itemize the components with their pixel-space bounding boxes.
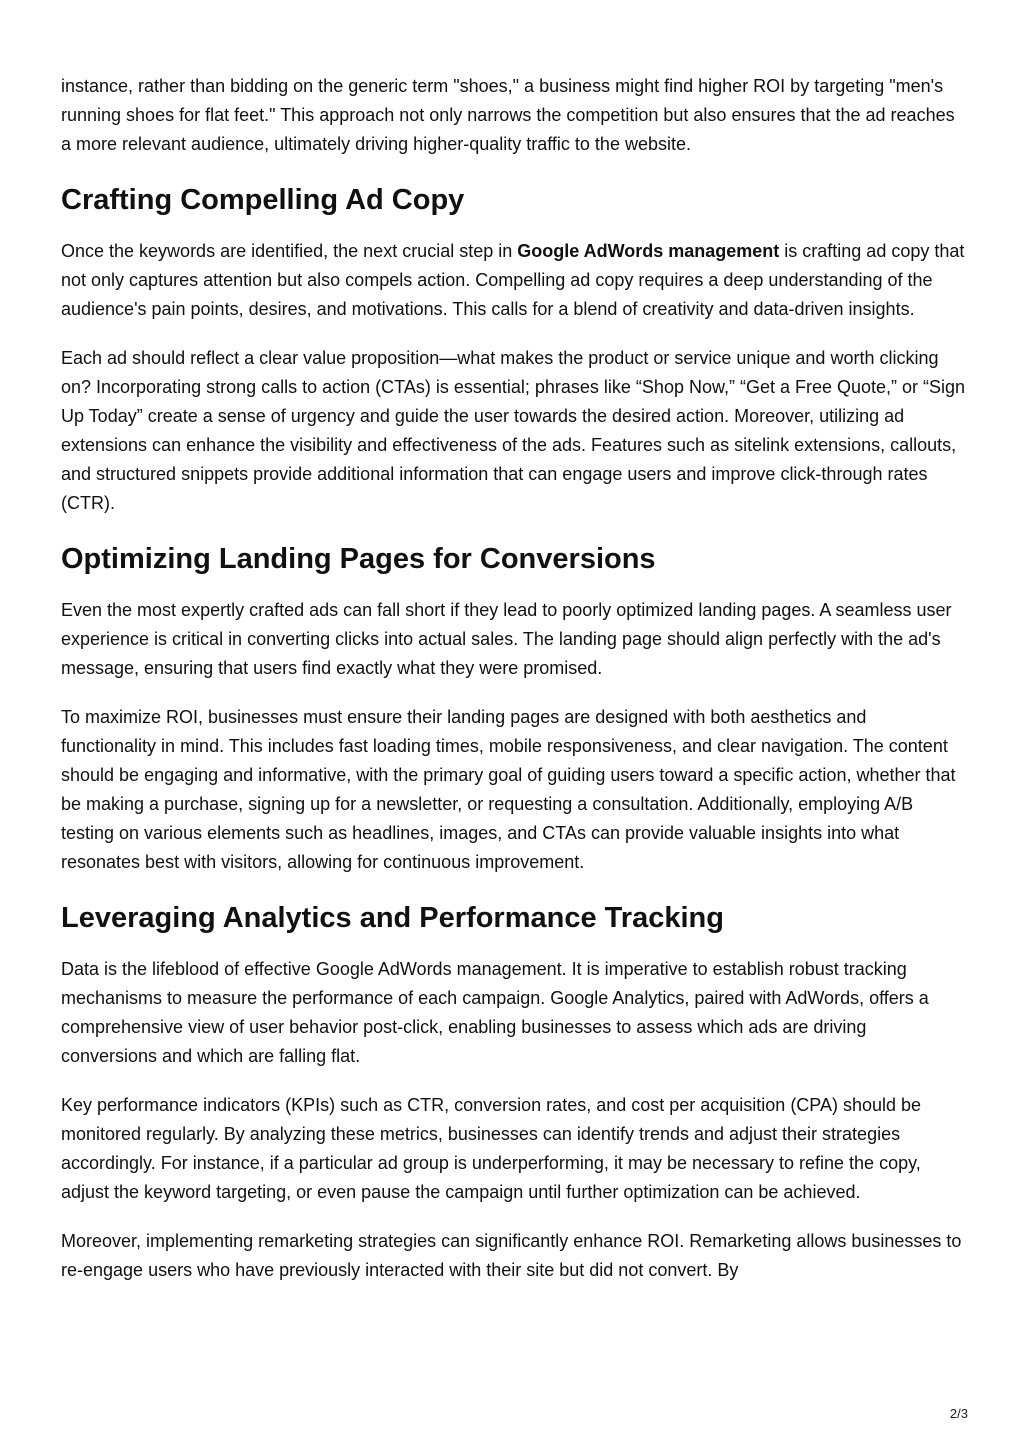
heading-ad-copy: Crafting Compelling Ad Copy [61,184,465,216]
page-number: 2/3 [949,1406,968,1421]
ad-copy-paragraph-1 [61,237,966,324]
ad-copy-text-before: Once the keywords are identified, the next crucial step in [61,241,518,261]
intro-paragraph: instance, rather than bidding on the generic term "shoes," a business might find higher ROI by targeting "men's running shoes for flat feet." This approach not only narrows the competition but also ensures that the ad reaches a more relevant audience, ultimately driving higher-quality traffic to the website. [61,76,955,154]
heading-landing-pages: Optimizing Landing Pages for Conversions [61,543,656,575]
ad-copy-text-after: is crafting ad copy that not only captures attention but also compels action. Compelling ad copy requires a deep understanding of the audience's pain points, desires, and motivations. This calls for a blend of creativity and data-driven insights. [61,241,965,319]
ad-copy-bold-term: Google AdWords management [517,241,780,261]
ad-copy-paragraph-2: Each ad should reflect a clear value proposition—what makes the product or service unique and worth clicking on? Incorporating strong calls to action (CTAs) is essential; phrases like “Shop Now,” “Get a Free Quote,” or “Sign Up Today” create a sense of urgency and guide the user towards the desired action. Moreover, utilizing ad extensions can enhance the visibility and effectiveness of the ads. Features such as sitelink extensions, callouts, and structured snippets provide additional information that can engage users and improve click-through rates (CTR). [61,348,966,513]
analytics-paragraph-1: Data is the lifeblood of effective Google AdWords management. It is imperative to establish robust tracking mechanisms to measure the performance of each campaign. Google Analytics, paired with AdWords, offers a comprehensive view of user behavior post-click, enabling businesses to assess which ads are driving conversions and which are falling flat. [61,959,929,1066]
document-page [61,72,966,1305]
analytics-paragraph-3: Moreover, implementing remarketing strategies can significantly enhance ROI. Remarketing allows businesses to re-engage users who have previously interacted with their site but did not convert. By [61,1231,962,1280]
analytics-paragraph-2: Key performance indicators (KPIs) such as CTR, conversion rates, and cost per acquisition (CPA) should be monitored regularly. By analyzing these metrics, businesses can identify trends and adjust their strategies accordingly. For instance, if a particular ad group is underperforming, it may be necessary to refine the copy, adjust the keyword targeting, or even pause the campaign until further optimization can be achieved. [61,1095,922,1202]
landing-paragraph-2: To maximize ROI, businesses must ensure their landing pages are designed with both aesthetics and functionality in mind. This includes fast loading times, mobile responsiveness, and clear navigation. The content should be engaging and informative, with the primary goal of guiding users toward a specific action, whether that be making a purchase, signing up for a newsletter, or requesting a consultation. Additionally, employing A/B testing on various elements such as headlines, images, and CTAs can provide valuable insights into what resonates best with visitors, allowing for continuous improvement. [61,707,956,872]
landing-paragraph-1: Even the most expertly crafted ads can fall short if they lead to poorly optimized landing pages. A seamless user experience is critical in converting clicks into actual sales. The landing page should align perfectly with the ad's message, ensuring that users find exactly what they were promised. [61,600,952,678]
heading-analytics: Leveraging Analytics and Performance Tracking [61,902,724,934]
